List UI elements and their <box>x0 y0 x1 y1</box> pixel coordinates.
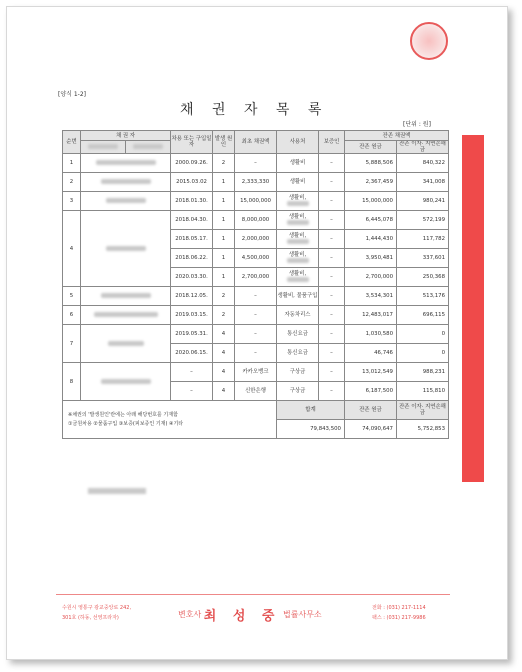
header-remaining: 잔존 채권액 <box>345 131 449 141</box>
header-interest: 잔존 이자· 지연손해금 <box>397 141 449 154</box>
cell-principal: 3,534,301 <box>345 287 397 306</box>
cell-interest: 980,241 <box>397 192 449 211</box>
cell-date: 2018.04.30. <box>171 211 213 230</box>
cell-initial: 2,700,000 <box>235 268 277 287</box>
cell-seq: 4 <box>63 211 81 287</box>
cell-usage: 생활비, 물품구입 <box>277 287 319 306</box>
office-suffix: 법률사무소 <box>283 610 322 619</box>
cell-initial: – <box>235 344 277 363</box>
cell-date: – <box>171 382 213 401</box>
cell-date: 2020.06.15. <box>171 344 213 363</box>
cell-date: 2020.03.30. <box>171 268 213 287</box>
cell-interest: 513,176 <box>397 287 449 306</box>
cell-initial: 2,333,330 <box>235 173 277 192</box>
cell-interest: 0 <box>397 344 449 363</box>
creditor-table <box>62 130 449 439</box>
cell-principal: 46,746 <box>345 344 397 363</box>
cell-principal: 13,012,549 <box>345 363 397 382</box>
cell-cause: 1 <box>213 192 235 211</box>
sum-principal-label: 잔존 원금 <box>345 401 397 420</box>
cell-initial: 8,000,000 <box>235 211 277 230</box>
cell-interest: 988,231 <box>397 363 449 382</box>
cell-initial: 카카오뱅크 <box>235 363 277 382</box>
cell-interest: 840,322 <box>397 154 449 173</box>
cell-usage: 생활비 <box>277 154 319 173</box>
cell-guarantor: – <box>319 287 345 306</box>
cell-cause: 4 <box>213 363 235 382</box>
cell-usage: 생활비, <box>277 230 319 249</box>
unit-label: [단위 : 원] <box>403 121 431 128</box>
creditor-redacted <box>81 363 171 401</box>
cell-principal: 6,187,500 <box>345 382 397 401</box>
cell-cause: 1 <box>213 173 235 192</box>
redaction-bar <box>462 135 484 482</box>
cell-cause: 4 <box>213 344 235 363</box>
cell-guarantor: – <box>319 363 345 382</box>
creditor-address-redacted <box>126 141 171 154</box>
cell-date: 2018.05.17. <box>171 230 213 249</box>
cell-guarantor: – <box>319 154 345 173</box>
cell-initial: 신한은행 <box>235 382 277 401</box>
header-guarantor: 보증인 <box>319 131 345 154</box>
sum-interest-label: 잔존 이자· 지연손해금 <box>397 401 449 420</box>
cell-guarantor: – <box>319 192 345 211</box>
cell-cause: 1 <box>213 230 235 249</box>
cell-seq: 8 <box>63 363 81 401</box>
cell-usage: 구상금 <box>277 382 319 401</box>
cell-principal: 3,950,481 <box>345 249 397 268</box>
redacted-debtor-name <box>88 488 146 494</box>
table-row <box>63 306 449 325</box>
cell-cause: 2 <box>213 287 235 306</box>
cell-principal: 6,445,078 <box>345 211 397 230</box>
cell-guarantor: – <box>319 325 345 344</box>
cell-interest: 341,008 <box>397 173 449 192</box>
red-seal-stamp <box>410 22 448 60</box>
office-contact <box>372 603 426 623</box>
creditor-redacted <box>81 154 171 173</box>
sum-principal: 74,090,647 <box>345 420 397 439</box>
header-usage: 사용처 <box>277 131 319 154</box>
creditor-redacted <box>81 192 171 211</box>
header-principal: 잔존 원금 <box>345 141 397 154</box>
cell-date: 2019.05.31. <box>171 325 213 344</box>
cell-principal: 1,030,580 <box>345 325 397 344</box>
cell-seq: 2 <box>63 173 81 192</box>
cell-cause: 1 <box>213 249 235 268</box>
cell-principal: 5,888,506 <box>345 154 397 173</box>
address-line-1: 수원시 영통구 광교중앙로 242, <box>62 605 132 611</box>
cell-interest: 337,601 <box>397 249 449 268</box>
cell-interest: 0 <box>397 325 449 344</box>
header-date: 차용 또는 구입일자 <box>171 131 213 154</box>
table-row <box>63 211 449 230</box>
cell-guarantor: – <box>319 173 345 192</box>
cell-initial: 4,500,000 <box>235 249 277 268</box>
fax-number: 팩스 : (031) 217-9986 <box>372 615 426 621</box>
cell-usage: 생활비, <box>277 268 319 287</box>
cell-guarantor: – <box>319 306 345 325</box>
cell-usage: 통신요금 <box>277 325 319 344</box>
cell-guarantor: – <box>319 268 345 287</box>
cell-cause: 2 <box>213 154 235 173</box>
cell-seq: 7 <box>63 325 81 363</box>
cell-principal: 1,444,430 <box>345 230 397 249</box>
cell-usage: 구상금 <box>277 363 319 382</box>
creditor-redacted <box>81 287 171 306</box>
cell-initial: – <box>235 325 277 344</box>
cell-seq: 1 <box>63 154 81 173</box>
cell-initial: – <box>235 287 277 306</box>
table-row <box>63 173 449 192</box>
sum-label: 합계 <box>277 401 345 420</box>
sum-total: 79,843,500 <box>277 420 345 439</box>
cell-cause: 4 <box>213 325 235 344</box>
office-prefix: 변호사 <box>178 610 202 619</box>
table-row <box>63 287 449 306</box>
cell-usage: 생활비, <box>277 211 319 230</box>
cell-date: 2015.03.02 <box>171 173 213 192</box>
cell-initial: – <box>235 306 277 325</box>
table-row <box>63 363 449 382</box>
header-initial: 최초 채권액 <box>235 131 277 154</box>
cell-date: 2018.12.05. <box>171 287 213 306</box>
cell-date: 2000.09.26. <box>171 154 213 173</box>
header-seq: 순번 <box>63 131 81 154</box>
cell-guarantor: – <box>319 382 345 401</box>
cell-seq: 3 <box>63 192 81 211</box>
creditor-redacted <box>81 306 171 325</box>
header-creditor: 채 권 자 <box>81 131 171 141</box>
cell-principal: 2,700,000 <box>345 268 397 287</box>
cell-seq: 6 <box>63 306 81 325</box>
cell-principal: 12,483,017 <box>345 306 397 325</box>
cell-cause: 1 <box>213 268 235 287</box>
cell-cause: 1 <box>213 211 235 230</box>
creditor-name-redacted <box>81 141 126 154</box>
cell-usage: 생활비, <box>277 249 319 268</box>
cell-initial: – <box>235 154 277 173</box>
form-number: [양식 1-2] <box>58 91 86 98</box>
cell-guarantor: – <box>319 344 345 363</box>
law-office-name <box>178 605 322 624</box>
phone-number: 전화 : (031) 217-1114 <box>372 605 426 611</box>
cell-interest: 572,199 <box>397 211 449 230</box>
cell-interest: 117,782 <box>397 230 449 249</box>
cell-interest: 696,115 <box>397 306 449 325</box>
table-row <box>63 192 449 211</box>
cell-date: 2018.06.22. <box>171 249 213 268</box>
document-title: 채 권 자 목 록 <box>180 102 329 118</box>
cell-usage: 자동차리스 <box>277 306 319 325</box>
cell-cause: 4 <box>213 382 235 401</box>
cell-guarantor: – <box>319 249 345 268</box>
cell-principal: 15,000,000 <box>345 192 397 211</box>
table-row <box>63 325 449 344</box>
sum-interest: 5,752,853 <box>397 420 449 439</box>
table-row <box>63 154 449 173</box>
creditor-redacted <box>81 325 171 363</box>
cell-cause: 2 <box>213 306 235 325</box>
lawyer-name: 최 성 중 <box>203 609 281 624</box>
cell-date: 2019.03.15. <box>171 306 213 325</box>
cell-interest: 115,810 <box>397 382 449 401</box>
cell-seq: 5 <box>63 287 81 306</box>
cause-code-note <box>63 401 277 439</box>
cell-usage: 생활비 <box>277 173 319 192</box>
cell-interest: 250,368 <box>397 268 449 287</box>
cell-guarantor: – <box>319 211 345 230</box>
footer-divider <box>56 594 450 595</box>
creditor-redacted <box>81 173 171 192</box>
cell-initial: 15,000,000 <box>235 192 277 211</box>
note-line-2: ①금원차용 ②물품구입 ③보증(피보증인 기재) ④기타 <box>68 421 184 427</box>
cell-date: – <box>171 363 213 382</box>
cell-initial: 2,000,000 <box>235 230 277 249</box>
cell-principal: 2,367,459 <box>345 173 397 192</box>
creditor-redacted <box>81 211 171 287</box>
note-line-1: ※채권의 '발생원인'란에는 아래 해당번호를 기재함 <box>68 412 178 418</box>
cell-usage: 통신요금 <box>277 344 319 363</box>
address-line-2: 301호 (하동, 선영프라자) <box>62 615 119 621</box>
office-address <box>62 603 131 623</box>
summary-header-row <box>63 401 449 420</box>
cell-guarantor: – <box>319 230 345 249</box>
cell-date: 2018.01.30. <box>171 192 213 211</box>
cell-usage: 생활비, <box>277 192 319 211</box>
header-cause: 발생 원인 <box>213 131 235 154</box>
